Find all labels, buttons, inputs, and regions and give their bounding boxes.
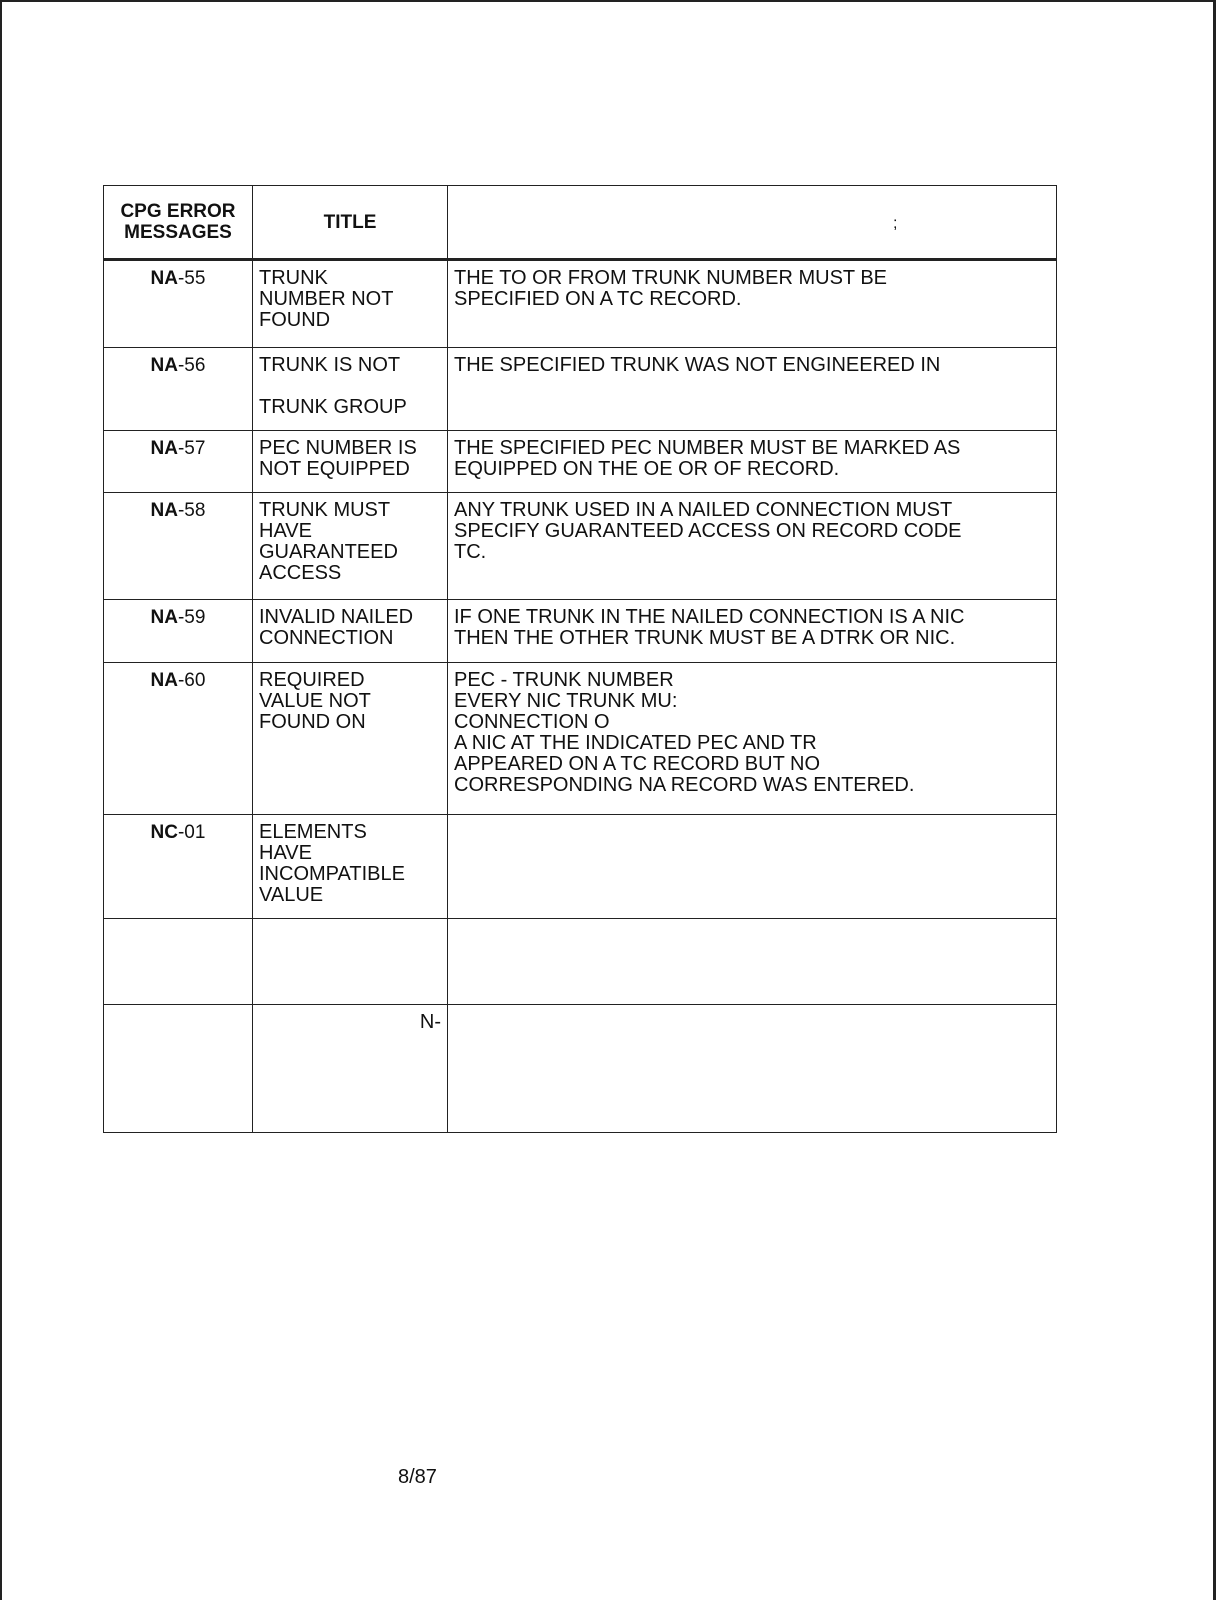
error-title: TRUNK IS NOT TRUNK GROUP — [253, 348, 448, 431]
error-code — [104, 260, 253, 348]
header-mark: ; — [893, 215, 898, 232]
code-prefix: NA — [150, 268, 178, 289]
table-row — [104, 260, 1057, 348]
error-code — [104, 493, 253, 600]
code-prefix: NA — [150, 500, 178, 521]
code-number: -58 — [177, 500, 206, 521]
empty-cell — [448, 1005, 1057, 1133]
table-row-empty — [104, 919, 1057, 1005]
error-code — [104, 431, 253, 493]
error-messages-table — [103, 185, 1057, 1133]
table-row — [104, 348, 1057, 431]
header-title: TITLE — [253, 186, 448, 260]
page-footer-date: 8/87 — [398, 1466, 437, 1488]
error-description: THE SPECIFIED PEC NUMBER MUST BE MARKED AS EQUIPPED ON THE OE OR OF RECORD. — [448, 431, 1057, 493]
error-code — [104, 600, 253, 663]
error-title: INVALID NAILED CONNECTION — [253, 600, 448, 663]
code-number: -56 — [177, 355, 206, 376]
empty-cell — [448, 919, 1057, 1005]
table-row — [104, 815, 1057, 919]
empty-cell — [104, 1005, 253, 1133]
error-code — [104, 348, 253, 431]
error-description: ANY TRUNK USED IN A NAILED CONNECTION MUST SPECIFY GUARANTEED ACCESS ON RECORD CODE TC. — [448, 493, 1057, 600]
code-prefix: NA — [150, 355, 178, 376]
code-prefix: NA — [150, 438, 178, 459]
error-code — [104, 815, 253, 919]
empty-cell — [253, 919, 448, 1005]
empty-cell — [104, 919, 253, 1005]
table-header-row — [104, 186, 1057, 260]
code-number: -01 — [177, 822, 206, 843]
code-prefix: NA — [150, 607, 178, 628]
code-number: -57 — [177, 438, 206, 459]
error-title: TRUNK MUST HAVE GUARANTEED ACCESS — [253, 493, 448, 600]
error-code — [104, 663, 253, 815]
error-title: REQUIRED VALUE NOT FOUND ON — [253, 663, 448, 815]
error-title: PEC NUMBER IS NOT EQUIPPED — [253, 431, 448, 493]
error-description — [448, 815, 1057, 919]
code-number: -60 — [177, 670, 206, 691]
header-cpg-error-messages — [104, 186, 253, 260]
header-code-text: CPG ERROR MESSAGES — [120, 201, 236, 243]
code-number: -55 — [177, 268, 206, 289]
code-prefix: NC — [150, 822, 178, 843]
table-row — [104, 663, 1057, 815]
partial-code-text: N- — [253, 1005, 448, 1133]
header-description — [448, 186, 1057, 260]
code-prefix: NA — [150, 670, 178, 691]
code-number: -59 — [177, 607, 206, 628]
error-title: ELEMENTS HAVE INCOMPATIBLE VALUE — [253, 815, 448, 919]
error-description: IF ONE TRUNK IN THE NAILED CONNECTION IS A NIC THEN THE OTHER TRUNK MUST BE A DTRK OR NIC. — [448, 600, 1057, 663]
error-description: PEC - TRUNK NUMBER EVERY NIC TRUNK MU: CONNECTION O A NIC AT THE INDICATED PEC AND TR APPEARED ON A TC RECORD BUT NO CORRESPONDING NA RECORD WAS ENTERED. — [448, 663, 1057, 815]
error-description: THE SPECIFIED TRUNK WAS NOT ENGINEERED IN — [448, 348, 1057, 431]
table-row — [104, 600, 1057, 663]
table-row — [104, 493, 1057, 600]
error-title: TRUNK NUMBER NOT FOUND — [253, 260, 448, 348]
table-row — [104, 431, 1057, 493]
table-row-empty — [104, 1005, 1057, 1133]
error-description: THE TO OR FROM TRUNK NUMBER MUST BE SPECIFIED ON A TC RECORD. — [448, 260, 1057, 348]
